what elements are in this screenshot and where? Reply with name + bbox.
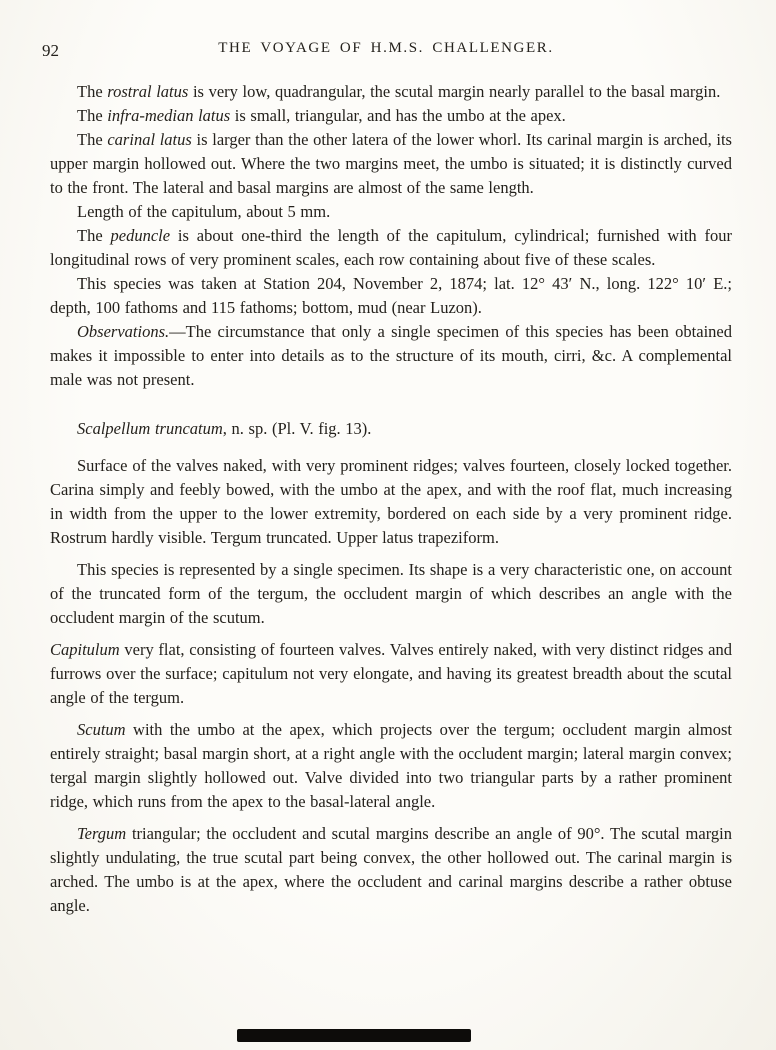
text-segment: is larger than the other latera of the lower whorl. Its carinal margin is arched, its upper margin hollowed out. Where the two margins meet, the umbo is situated; it is distinctly curved to the front. The lateral and basal margins are almost of the same length. [50,130,732,197]
text-segment: The [77,130,108,149]
italic-text-segment: peduncle [110,226,171,245]
italic-text-segment: Scalpellum truncatum [77,419,223,438]
text-segment: is about one-third the length of the capitulum, cylindrical; furnished with four longitudinal rows of very prominent scales, each row containing about five of these scales. [50,226,732,269]
paragraph [50,272,732,320]
species-heading [50,417,732,441]
page-header [42,40,730,64]
italic-text-segment: Observations. [77,322,170,341]
text-segment: with the umbo at the apex, which projects over the tergum; occludent margin almost entirely straight; basal margin short, at a right angle with the occludent margin; lateral margin convex; tergal margin slightly hollowed out. Valve divided into two triangular parts by a rather prominent ridge, which runs from the apex to the basal-lateral angle. [50,720,732,811]
paragraph [50,558,732,630]
italic-text-segment: infra-median latus [107,106,231,125]
text-segment: triangular; the occludent and scutal margins describe an angle of 90°. The scutal margin slightly undulating, the true scutal part being convex, the other hollowed out. The carinal margin is arched. The umbo is at the apex, where the occludent and carinal margins describe a rather obtuse angle. [50,824,732,915]
text-segment: is small, triangular, and has the umbo at the apex. [230,106,566,125]
paragraph [50,718,732,814]
italic-text-segment: Tergum [77,824,127,843]
text-segment: very flat, consisting of fourteen valves. Valves entirely naked, with very distinct ridges and furrows over the surface; capitulum not very elongate, and having its greatest breadth about the scutal angle of the tergum. [50,640,732,707]
paragraph [50,200,732,224]
text-segment: Surface of the valves naked, with very prominent ridges; valves fourteen, closely locked together. Carina simply and feebly bowed, with the umbo at the apex, and with the roof flat, much increasing in width from the upper to the lower extremity, bordered on each side by a very prominent ridge. Rostrum hardly visible. Tergum truncated. Upper latus trapeziform. [50,456,732,547]
running-head: THE VOYAGE OF H.M.S. CHALLENGER. [218,40,554,56]
scan-artifact-bar [237,1029,471,1042]
paragraph [50,80,732,104]
paragraph [50,320,732,392]
text-segment: This species was taken at Station 204, November 2, 1874; lat. 12° 43′ N., long. 122° 10′ E.; depth, 100 fathoms and 115 fathoms; bottom, mud (near Luzon). [50,274,732,317]
page-number: 92 [42,41,59,60]
text-segment: is very low, quadrangular, the scutal margin nearly parallel to the basal margin. [188,82,721,101]
italic-text-segment: Capitulum [50,640,120,659]
paragraph [50,128,732,200]
page-body [50,80,732,918]
paragraph [50,638,732,710]
text-segment: —The circumstance that only a single specimen of this species has been obtained makes it impossible to enter into details as to the structure of its mouth, cirri, &c. A complemental male was not present. [50,322,732,389]
text-segment: The [77,106,108,125]
paragraph [50,224,732,272]
paragraph [50,454,732,550]
italic-text-segment: carinal latus [107,130,192,149]
text-segment: Length of the capitulum, about 5 mm. [77,202,331,221]
paragraph [50,104,732,128]
text-segment: The [77,82,108,101]
text-segment: , n. sp. (Pl. V. fig. 13). [222,419,372,438]
text-segment: This species is represented by a single specimen. Its shape is a very characteristic one, on account of the truncated form of the tergum, the occludent margin of which describes an angle with the occludent margin of the scutum. [50,560,732,627]
italic-text-segment: Scutum [77,720,126,739]
italic-text-segment: rostral latus [107,82,189,101]
text-segment: The [77,226,111,245]
paragraph [50,822,732,918]
